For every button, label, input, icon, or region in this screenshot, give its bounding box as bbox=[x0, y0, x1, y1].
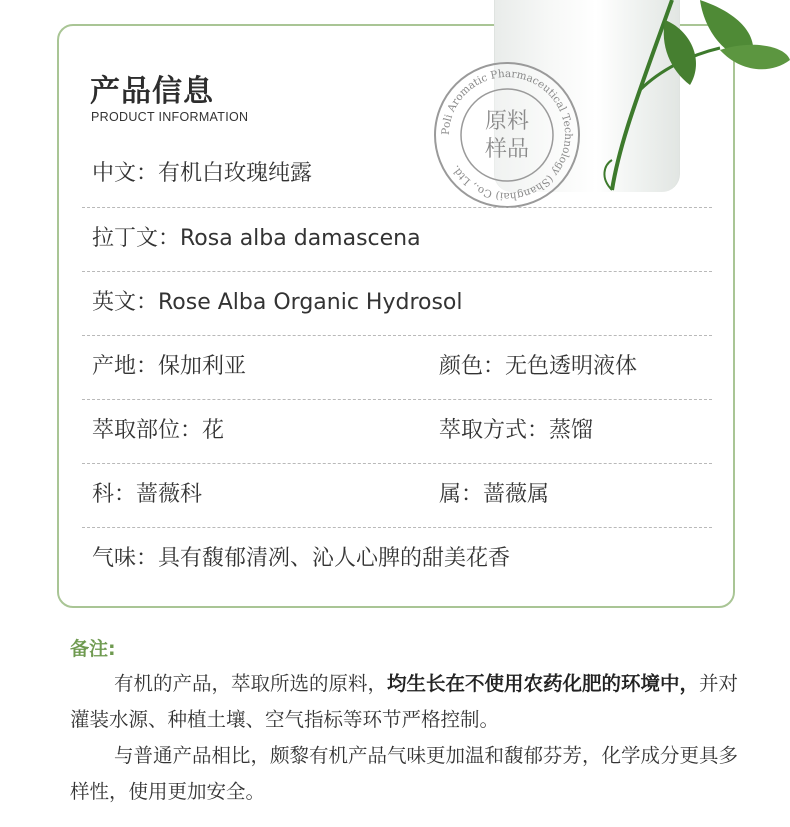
latin-name: 拉丁文：Rosa alba damascena bbox=[92, 226, 421, 251]
family: 科：蔷薇科 bbox=[92, 482, 203, 507]
notes-p2-text: 与普通产品相比，颇黎有机产品气味更加温和馥郁芬芳，化学成分更具多样性，使用更加安全。 bbox=[70, 744, 739, 803]
row-latin-name bbox=[92, 207, 712, 271]
row-origin-color bbox=[92, 335, 712, 399]
notes-heading: 备注: bbox=[70, 638, 116, 660]
row-part-method bbox=[92, 399, 712, 463]
section-title: 产品信息 bbox=[90, 74, 214, 109]
extraction-part: 萃取部位：花 bbox=[92, 418, 225, 443]
notes-paragraph-1 bbox=[70, 666, 742, 738]
stamp-center-top: 原料 bbox=[484, 109, 530, 134]
origin: 产地：保加利亚 bbox=[92, 354, 247, 379]
chinese-name: 中文：有机白玫瑰纯露 bbox=[92, 161, 313, 186]
extraction-method: 萃取方式：蒸馏 bbox=[439, 418, 594, 443]
section-subtitle: PRODUCT INFORMATION bbox=[91, 110, 249, 124]
notes-p1-bold-a: 均生长在不使用农药化肥的环境 bbox=[387, 672, 661, 695]
english-name: 英文：Rose Alba Organic Hydrosol bbox=[92, 290, 463, 315]
stamp-center-bottom: 样品 bbox=[484, 137, 530, 162]
genus: 属：蔷薇属 bbox=[439, 482, 550, 507]
row-english-name bbox=[92, 271, 712, 335]
stamp-ring-text: Poli Aromatic Pharmaceutical Technology (Shanghai) Co., Ltd. bbox=[439, 67, 575, 203]
scent: 气味：具有馥郁清冽、沁人心脾的甜美花香 bbox=[92, 546, 511, 571]
notes-p1-normal: 有机的产品，萃取所选的原料， bbox=[114, 672, 388, 695]
color: 颜色：无色透明液体 bbox=[439, 354, 638, 379]
row-chinese-name bbox=[92, 142, 712, 206]
notes-p1-rest: 并对灌装水源、种植土壤、空气指标等环节严格控制。 bbox=[70, 672, 739, 731]
row-scent bbox=[92, 527, 712, 591]
notes-paragraph-2 bbox=[70, 738, 742, 810]
notes-p1-bold-b: 中， bbox=[660, 672, 700, 695]
row-family-genus bbox=[92, 463, 712, 527]
